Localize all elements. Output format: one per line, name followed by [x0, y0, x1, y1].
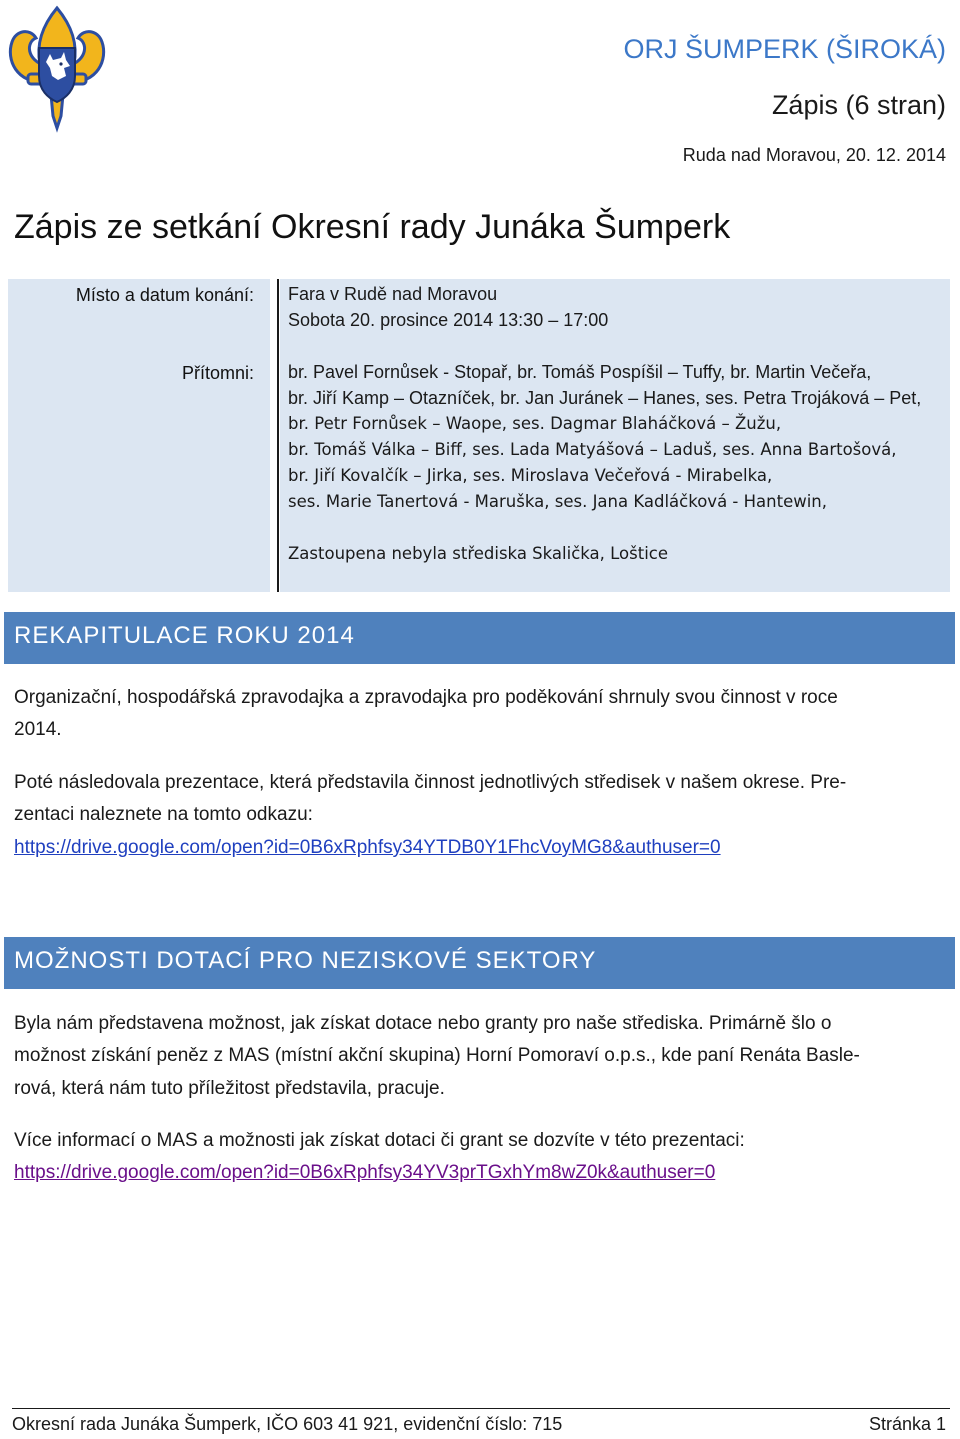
document-subtitle: Zápis (6 stran)	[771, 90, 946, 120]
date-line: Sobota 20. prosince 2014 13:30 – 17:00	[288, 310, 609, 330]
footer-divider	[12, 1408, 950, 1409]
value-column	[280, 279, 950, 592]
column-divider	[277, 279, 279, 592]
paragraph-line: Byla nám představena možnost, jak získat dotace nebo granty pro naše střediska. Primárně šlo o	[14, 1013, 832, 1034]
attendee-line: br. Tomáš Válka – Biff, ses. Lada Matyášová – Laduš, ses. Anna Bartošová,	[288, 440, 897, 459]
paragraph-line: možnost získání peněz z MAS (místní akční skupina) Horní Pomoraví o.p.s., kde paní Renáta Basle-	[14, 1045, 860, 1066]
present-label: Přítomni:	[181, 363, 254, 383]
page-number: Stránka 1	[868, 1414, 946, 1434]
page-title: Zápis ze setkání Okresní rady Junáka Šumperk	[14, 208, 731, 246]
attendee-line: br. Pavel Fornůsek - Stopař, br. Tomáš Pospíšil – Tuffy, br. Martin Večeřa,	[288, 362, 872, 382]
paragraph-line: rová, která nám tuto příležitost představila, pracuje.	[14, 1078, 445, 1099]
section-heading-bar	[4, 937, 955, 989]
section-heading-bar	[4, 612, 955, 664]
meeting-info-table	[8, 279, 950, 592]
presentation-link[interactable]: https://drive.google.com/open?id=0B6xRphfsy34YTDB0Y1FhcVoyMG8&authuser=0	[14, 837, 721, 858]
paragraph-line: Poté následovala prezentace, která představila činnost jednotlivých středisek v našem okrese. Pre-	[14, 772, 847, 793]
paragraph-line: zentaci naleznete na tomto odkazu:	[14, 804, 313, 825]
paragraph-line: Organizační, hospodářská zpravodajka a zpravodajka pro poděkování shrnuly svou činnost v roce	[14, 687, 838, 708]
mas-presentation-link[interactable]: https://drive.google.com/open?id=0B6xRphfsy34YV3prTGxhYm8wZ0k&authuser=0	[14, 1162, 716, 1183]
attendee-line: br. Petr Fornůsek – Waope, ses. Dagmar Blaháčková – Žužu,	[288, 414, 782, 433]
place-date: Ruda nad Moravou, 20. 12. 2014	[682, 145, 946, 165]
footer-org-info: Okresní rada Junáka Šumperk, IČO 603 41 921, evidenční číslo: 715	[12, 1414, 563, 1434]
attendee-line: ses. Marie Tanertová - Maruška, ses. Jana Kadláčková - Hantewin,	[288, 492, 827, 511]
place-label: Místo a datum konání:	[75, 285, 254, 305]
absent-note: Zastoupena nebyla střediska Skalička, Loštice	[288, 544, 668, 563]
section-heading: REKAPITULACE ROKU 2014	[14, 622, 355, 649]
place-line: Fara v Rudě nad Moravou	[288, 284, 498, 304]
junak-fleur-de-lis-logo-icon	[6, 4, 108, 138]
attendee-line: br. Jiří Kamp – Otazníček, br. Jan Juránek – Hanes, ses. Petra Trojáková – Pet,	[288, 388, 922, 408]
section-heading: MOŽNOSTI DOTACÍ PRO NEZISKOVÉ SEKTORY	[14, 947, 597, 974]
label-column	[8, 279, 270, 592]
paragraph-line: 2014.	[14, 719, 62, 740]
paragraph-line: Více informací o MAS a možnosti jak získat dotaci či grant se dozvíte v této prezentaci:	[14, 1130, 745, 1151]
org-title: ORJ ŠUMPERK (ŠIROKÁ)	[623, 34, 946, 64]
attendee-line: br. Jiří Kovalčík – Jirka, ses. Miroslava Večeřová - Mirabelka,	[288, 466, 773, 485]
